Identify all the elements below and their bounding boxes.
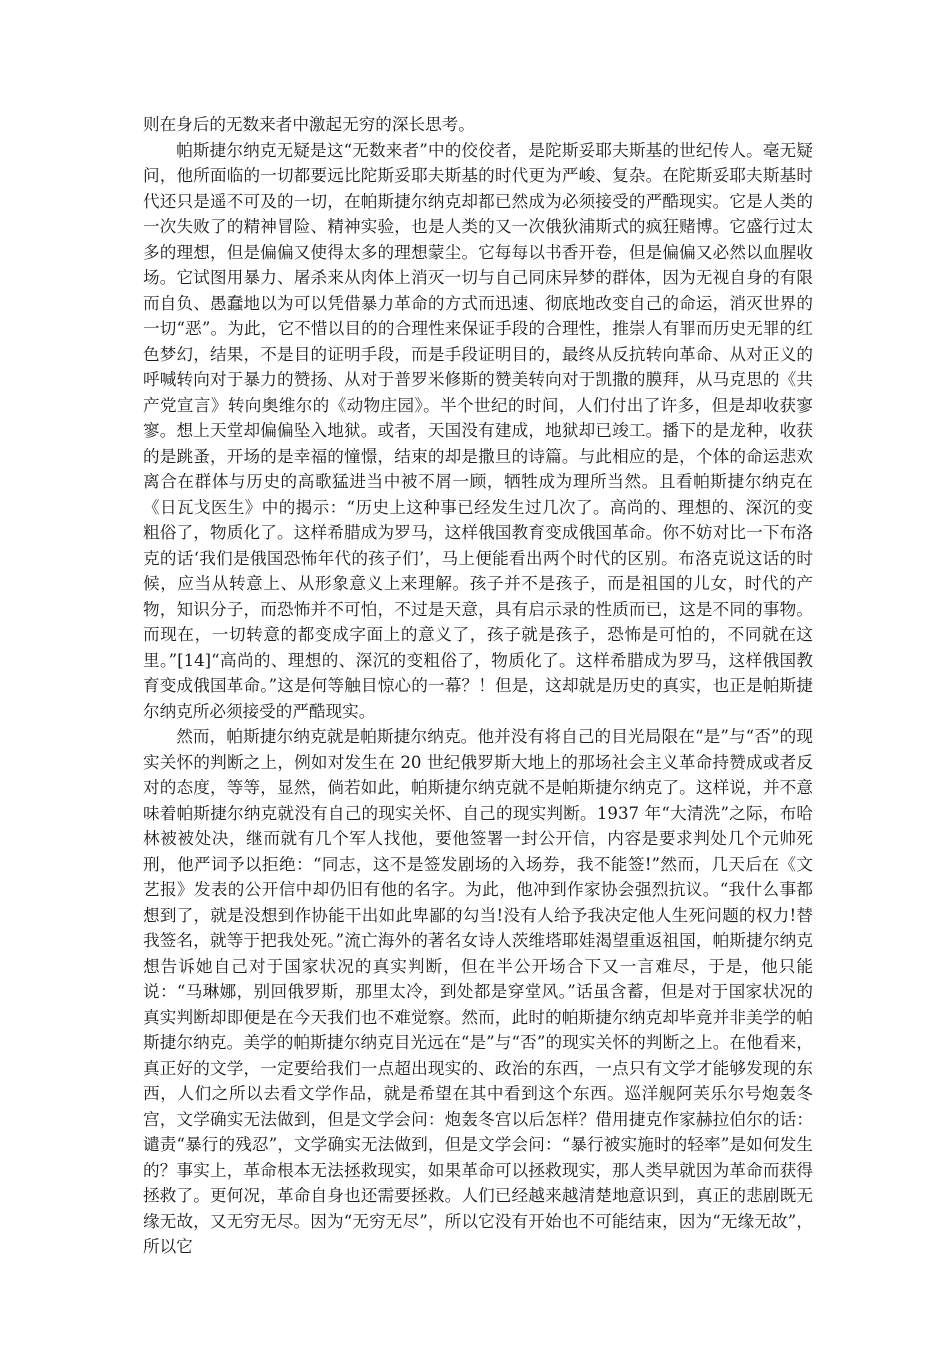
paragraph-pasternak-aesthetic: 然而，帕斯捷尔纳克就是帕斯捷尔纳克。他并没有将自己的目光局限在“是”与“否”的现实关怀的判断之上，例如对发生在 20 世纪俄罗斯大地上的那场社会主义革命持赞成或者反对的态度，等等，显然，倘若如此，帕斯捷尔纳克就不是帕斯捷尔纳克了。这样说，并不意味着帕斯捷尔纳克就没有自己的现实关怀、自己的现实判断。1937 年“大清洗”之际，布哈林被被处决，继而就有几个军人找他，要他签署一封公开信，内容是要求判处几个元帅死刑，他严词予以拒绝：“同志，这不是签发剧场的入场券，我不能签!”然而，几天后在《文艺报》发表的公开信中却仍旧有他的名字。为此，他冲到作家协会强烈抗议。“我什么事都想到了，就是没想到作协能干出如此卑鄙的勾当!没有人给予我决定他人生死问题的权力!替我签名，就等于把我处死。”流亡海外的著名女诗人茨维塔耶娃渴望重返祖国，帕斯捷尔纳克想告诉她自己对于国家状况的真实判断，但在半公开场合下又一言难尽，于是，他只能说：“马琳娜，别回俄罗斯，那里太冷，到处都是穿堂风。”话虽含蓄，但是对于国家状况的真实判断却即便是在今天我们也不难觉察。然而，此时的帕斯捷尔纳克却毕竟并非美学的帕斯捷尔纳克。美学的帕斯捷尔纳克目光远在“是”与“否”的现实关怀的判断之上。在他看来，真正好的文学，一定要给我们一点超出现实的、政治的东西，一点只有文学才能够发现的东西，人们之所以去看文学作品，就是希望在其中看到这个东西。巡洋舰阿芙乐尔号炮轰冬宫，文学确实无法做到，但是文学会问：炮轰冬宫以后怎样？借用捷克作家赫拉伯尔的话：谴责“暴行的残忍”，文学确实无法做到，但是文学会问：“暴行被实施时的轻率”是如何发生的？事实上，革命根本无法拯救现实，如果革命可以拯救现实，那人类早就因为革命而获得拯救了。更何况，革命自身也还需要拯救。人们已经越来越清楚地意识到，真正的悲剧既无缘无故，又无穷无尽。因为“无穷无尽”，所以它没有开始也不可能结束，因为“无缘无故”，所以它 — [143, 727, 813, 1256]
document-page — [143, 112, 813, 1260]
paragraph-continuation: 则在身后的无数来者中激起无穷的深长思考。 — [143, 115, 475, 134]
paragraph-pasternak-heir: 帕斯捷尔纳克无疑是这“无数来者”中的佼佼者，是陀斯妥耶夫斯基的世纪传人。毫无疑问，他所面临的一切都要远比陀斯妥耶夫斯基的时代更为严峻、复杂。在陀斯妥耶夫斯基时代还只是遥不可及的一切，在帕斯捷尔纳克却都已然成为必须接受的严酷现实。它是人类的一次失败了的精神冒险、精神实验，也是人类的又一次俄狄浦斯式的疯狂赌博。它盛行过太多的理想，但是偏偏又使得太多的理想蒙尘。它每每以书香开卷，但是偏偏又必然以血腥收场。它试图用暴力、屠杀来从肉体上消灭一切与自己同床异梦的群体，因为无视自身的有限而自负、愚蠢地以为可以凭借暴力革命的方式而迅速、彻底地改变自己的命运，消灭世界的一切“恶”。为此，它不惜以目的的合理性来保证手段的合理性，推崇人有罪而历史无罪的红色梦幻，结果，不是目的证明手段，而是手段证明目的，最终从反抗转向革命、从对正义的呼喊转向对于暴力的赞扬、从对于普罗米修斯的赞美转向对于凯撒的膜拜，从马克思的《共产党宣言》转向奥维尔的《动物庄园》。半个世纪的时间，人们付出了许多，但是却收获寥寥。想上天堂却偏偏坠入地狱。或者，天国没有建成，地狱却已竣工。播下的是龙种，收获的是跳蚤，开场的是幸福的憧憬，结束的却是撒旦的诗篇。与此相应的是，个体的命运悲欢离合在群体与历史的高歌猛进当中被不屑一顾，牺牲成为理所当然。且看帕斯捷尔纳克在《日瓦戈医生》中的揭示：“历史上这种事已经发生过几次了。高尚的、理想的、深沉的变粗俗了，物质化了。这样希腊成为罗马，这样俄国教育变成俄国革命。你不妨对比一下布洛克的话‘我们是俄国恐怖年代的孩子们’，马上便能看出两个时代的区别。布洛克说这话的时候，应当从转意上、从形象意义上来理解。孩子并不是孩子，而是祖国的儿女，时代的产物，知识分子，而恐怖并不可怕，不过是天意，具有启示录的性质而已，这是不同的事物。而现在，一切转意的都变成字面上的意义了，孩子就是孩子，恐怖是可怕的，不同就在这里。”[14]“高尚的、理想的、深沉的变粗俗了，物质化了。这样希腊成为罗马，这样俄国教育变成俄国革命。”这是何等触目惊心的一幕？！但是，这却就是历史的真实，也正是帕斯捷尔纳克所必须接受的严酷现实。 — [143, 140, 813, 721]
